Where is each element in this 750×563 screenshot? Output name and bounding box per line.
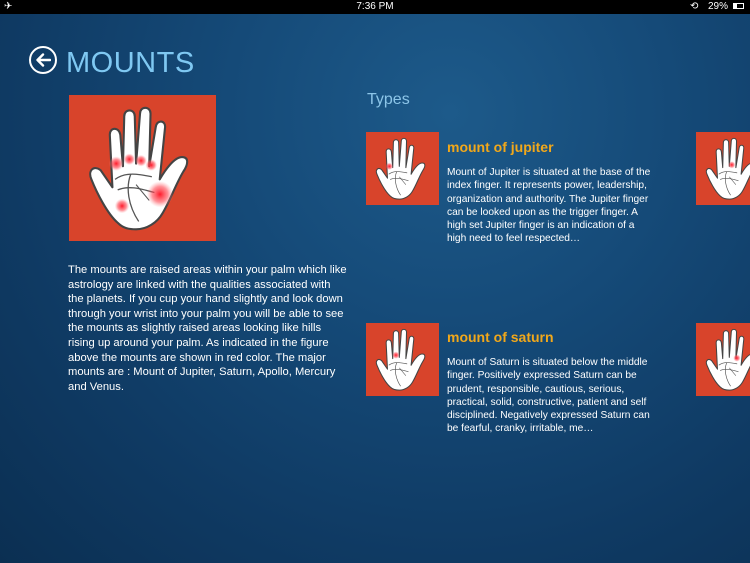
- back-button[interactable]: [29, 46, 57, 74]
- page-title: MOUNTS: [66, 47, 195, 79]
- next-card-thumbnail[interactable]: [696, 132, 750, 205]
- arrow-left-icon: [35, 53, 51, 67]
- types-heading: Types: [367, 91, 410, 108]
- mounts-description: The mounts are raised areas within your palm which like astrology are linked with the qualities associated with the planets. If you cup your hand slightly and look down through your wrist into your palm you will be able to see the mounts as slightly raised areas looking like hills rising up around your palm. As indicated in the figure above the mounts are shown in red color. The major mounts are : Mount of Jupiter, Saturn, Apollo, Mercury and Venus.: [68, 264, 347, 393]
- jupiter-thumbnail[interactable]: [366, 132, 439, 205]
- status-bar: [0, 0, 750, 14]
- airplane-mode-icon: ✈: [4, 1, 13, 12]
- rotation-lock-icon: ⟲: [690, 1, 699, 12]
- next-card-thumbnail[interactable]: [696, 323, 750, 396]
- battery-icon: [733, 3, 744, 9]
- jupiter-text: Mount of Jupiter is situated at the base of the index finger. It represents power, leadership, organization and authority. The Jupiter finger can be looked upon as the trigger finger. A high set Jupiter finger is an indication of a high need to feel respected…: [447, 167, 651, 245]
- main-hand-illustration: [69, 95, 216, 241]
- saturn-text: Mount of Saturn is situated below the middle finger. Positively expressed Saturn can be prudent, responsible, cautious, serious, practical, solid, constructive, patient and self disciplined. Negatively expressed Saturn can be fearful, cranky, irritable, me…: [447, 357, 650, 435]
- jupiter-title[interactable]: mount of jupiter: [447, 139, 554, 155]
- saturn-title[interactable]: mount of saturn: [447, 329, 554, 345]
- battery-percentage: 29%: [708, 1, 729, 12]
- status-time: 7:36 PM: [356, 1, 394, 12]
- saturn-thumbnail[interactable]: [366, 323, 439, 396]
